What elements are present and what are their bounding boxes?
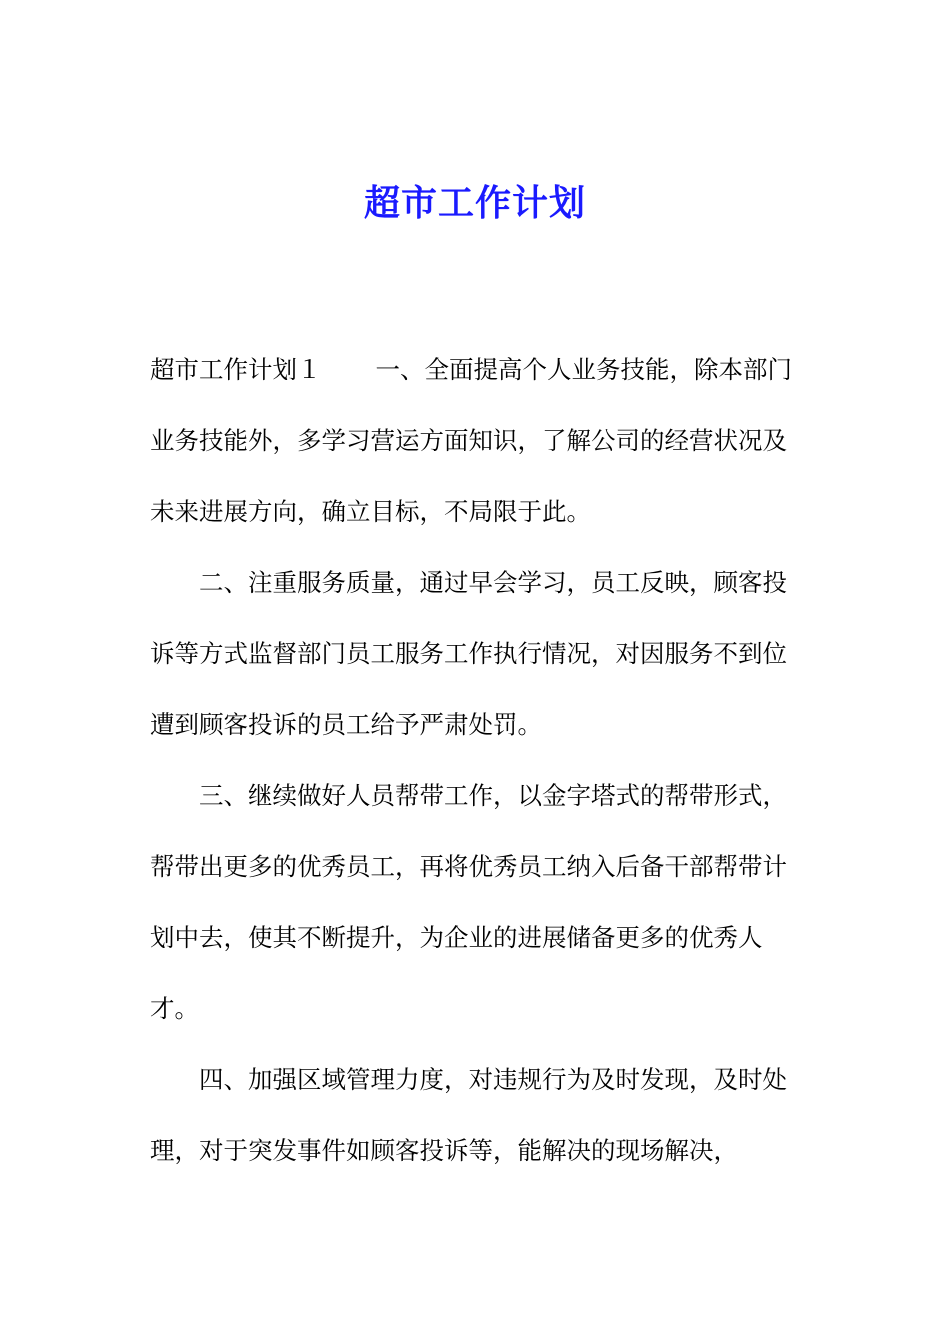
paragraph-3: 三、继续做好人员帮带工作，以金字塔式的帮带形式，帮带出更多的优秀员工，再将优秀员工纳入后备干部帮带计划中去，使其不断提升，为企业的进展储备更多的优秀人才。	[150, 781, 787, 1023]
section-label: 超市工作计划１	[150, 355, 322, 384]
document-body	[150, 334, 800, 1186]
document-title: 超市工作计划	[363, 182, 586, 224]
paragraph-4: 四、加强区域管理力度，对违规行为及时发现，及时处理，对于突发事件如顾客投诉等，能解决的现场解决，	[150, 1065, 787, 1165]
paragraph-1	[150, 334, 800, 547]
paragraph-1-text: 一、全面提高个人业务技能，除本部门业务技能外，多学习营运方面知识，了解公司的经营状况及未来进展方向，确立目标，不局限于此。	[150, 355, 792, 526]
paragraph-2: 二、注重服务质量，通过早会学习，员工反映，顾客投诉等方式监督部门员工服务工作执行情况，对因服务不到位遭到顾客投诉的员工给予严肃处罚。	[150, 568, 787, 739]
